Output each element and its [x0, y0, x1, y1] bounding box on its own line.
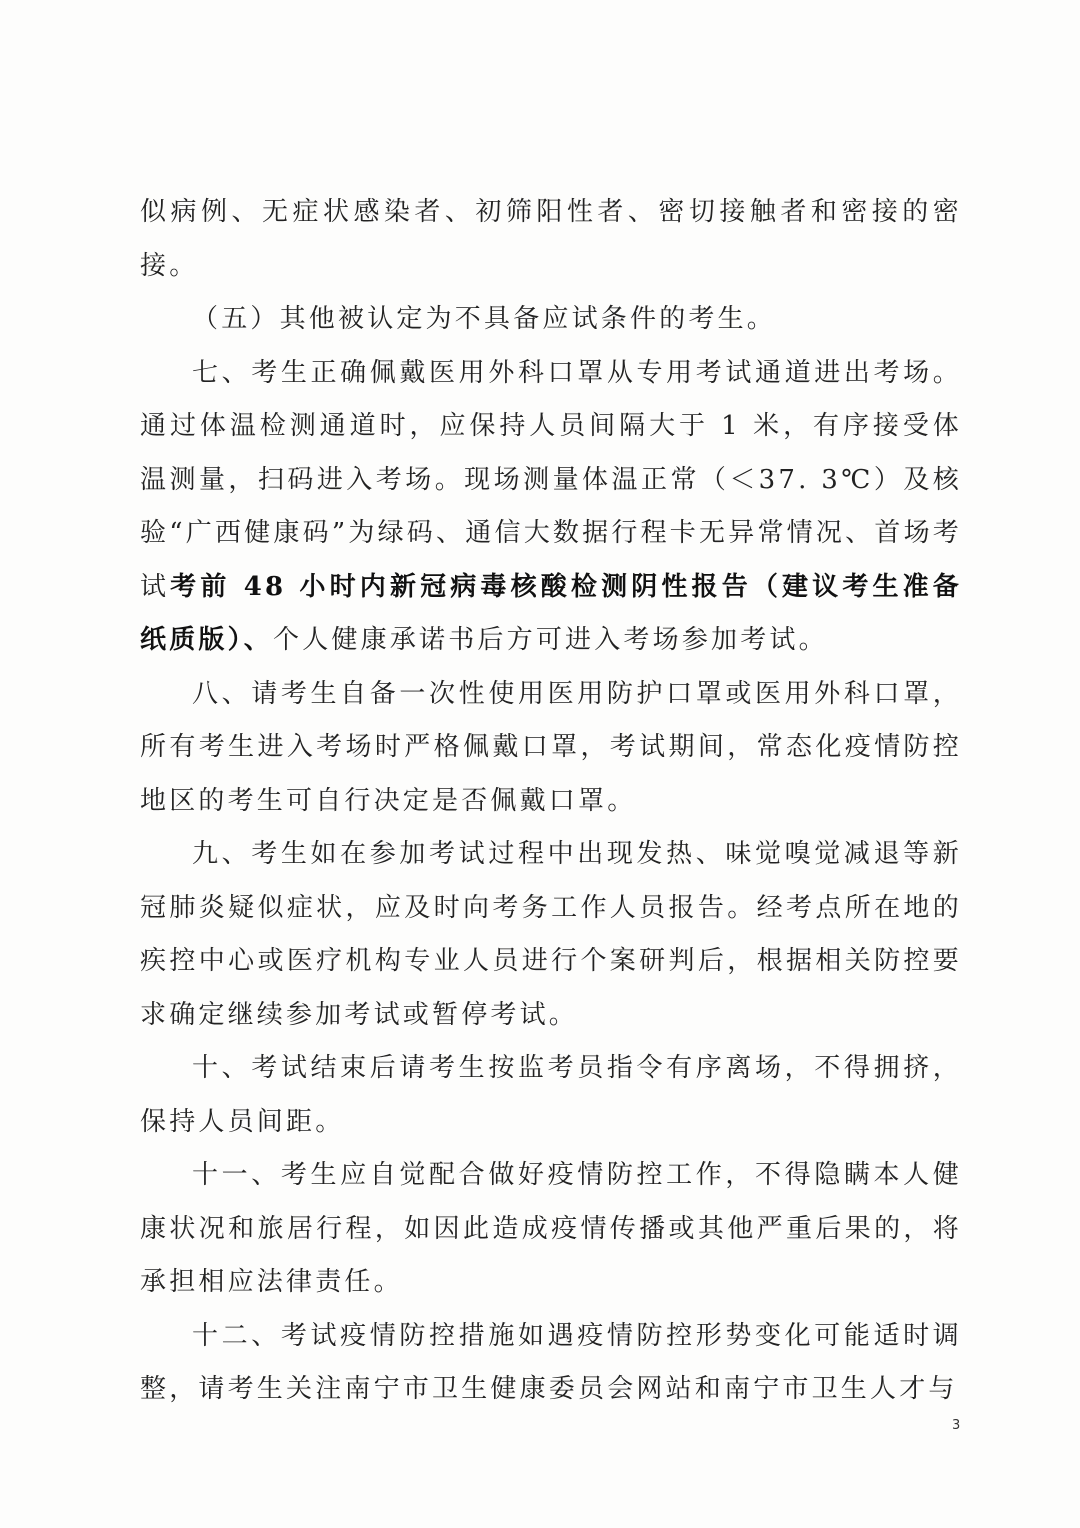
- paragraph-rule-11: 十一、考生应自觉配合做好疫情防控工作，不得隐瞒本人健康状况和旅居行程，如因此造成疫情传播或其他严重后果的，将承担相应法律责任。: [140, 1160, 962, 1297]
- document-body: [140, 186, 962, 1417]
- page-number: 3: [952, 1418, 961, 1433]
- paragraph-item-5: （五）其他被认定为不具备应试条件的考生。: [192, 304, 777, 334]
- paragraph-rule-7: [140, 347, 962, 668]
- paragraph-rule-10: 十、考试结束后请考生按监考员指令有序离场，不得拥挤，保持人员间距。: [140, 1053, 962, 1137]
- paragraph-rule-7-bold-text: 考前 48 小时内新冠病毒核酸检测阴性报告（建议考生准备纸质版）、: [140, 571, 963, 655]
- paragraph-rule-7-tail: 个人健康承诺书后方可进入考场参加考试。: [273, 625, 828, 655]
- paragraph-rule-8: 八、请考生自备一次性使用医用防护口罩或医用外科口罩，所有考生进入考场时严格佩戴口罩，考试期间，常态化疫情防控地区的考生可自行决定是否佩戴口罩。: [140, 678, 962, 816]
- paragraph-continuation: 似病例、无症状感染者、初筛阳性者、密切接触者和密接的密接。: [140, 197, 962, 281]
- paragraph-rule-12: 十二、考试疫情防控措施如遇疫情防控形势变化可能适时调整，请考生关注南宁市卫生健康委员会网站和南宁市卫生人才与: [140, 1320, 962, 1404]
- paragraph-rule-9: 九、考生如在参加考试过程中出现发热、味觉嗅觉减退等新冠肺炎疑似症状，应及时向考务工作人员报告。经考点所在地的疾控中心或医疗机构专业人员进行个案研判后，根据相关防控要求确定继续参加考试或暂停考试。: [140, 839, 962, 1030]
- paragraph-rule-7-text: 七、考生正确佩戴医用外科口罩从专用考试通道进出考场。通过体温检测通道时，应保持人员间隔大于 1 米，有序接受体温测量，扫码进入考场。现场测量体温正常（＜37. 3℃）及核验“广西健康码”为绿码、通信大数据行程卡无异常情况、首场考试: [140, 357, 962, 602]
